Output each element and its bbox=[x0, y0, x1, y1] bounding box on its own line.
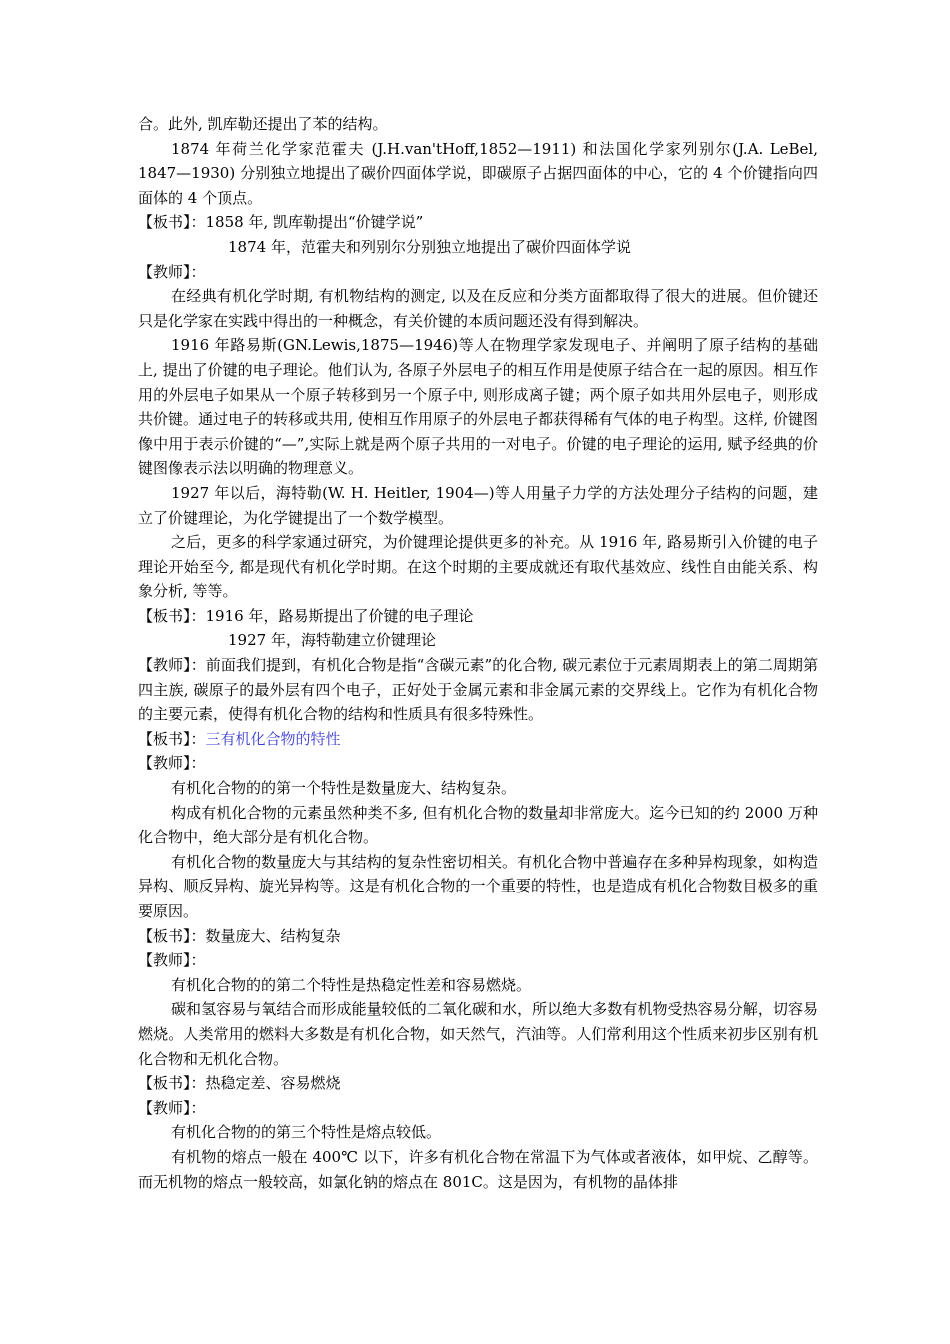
board-label: 【板书】： bbox=[138, 213, 206, 232]
board-text: 1916 年，路易斯提出了价键的电子理论 bbox=[205, 606, 474, 625]
board-note bbox=[138, 604, 818, 629]
board-label: 【板书】： bbox=[138, 926, 206, 945]
paragraph: 构成有机化合物的元素虽然种类不多, 但有机化合物的数量却非常庞大。迄今已知的约 2000 万种化合物中，绝大部分是有机化合物。 bbox=[138, 803, 818, 847]
paragraph: 1916 年路易斯(GN.Lewis,1875—1946)等人在物理学家发现电子、并阐明了原子结构的基础上, 提出了价键的电子理论。他们认为, 各原子外层电子的相互作用是使原子结合在一起的原因。相互作用的外层电子如果从一个原子转移到另一个原子中, 则形成离子键；两个原子如共用外层电子，则形成共价键。通过电子的转移或共用, 使相互作用原子的外层电子都获得稀有气体的电子构型。这样, 价键图像中用于表示价键的“—”,实际上就是两个原子共用的一对电子。价键的电子理论的运用, 赋予经典的价键图像表示法以明确的物理意义。 bbox=[138, 336, 818, 478]
teacher-note bbox=[138, 948, 818, 973]
teacher-label: 【教师】： bbox=[138, 656, 206, 675]
teacher-label: 【教师】： bbox=[138, 1098, 206, 1117]
teacher-note bbox=[138, 751, 818, 776]
paragraph: 有机化合物的的第三个特性是熔点较低。 bbox=[171, 1123, 442, 1142]
board-text: 1858 年, 凯库勒提出“价键学说” bbox=[205, 213, 424, 232]
board-note bbox=[138, 1071, 818, 1096]
paragraph: 有机化合物的的第一个特性是数量庞大、结构复杂。 bbox=[171, 779, 517, 798]
board-text: 数量庞大、结构复杂 bbox=[205, 926, 341, 945]
teacher-label: 【教师】： bbox=[138, 262, 206, 281]
paragraph: 1874 年荷兰化学家范霍夫 (J.H.van'tHoff,1852—1911) 和法国化学家列别尔(J.A. LeBel, 1847—1930) 分别独立地提出了碳价四面体学说，即碳原子占据四面体的中心，它的 4 个价键指向四面体的 4 个顶点。 bbox=[138, 139, 818, 207]
teacher-label: 【教师】： bbox=[138, 754, 206, 773]
board-label: 【板书】： bbox=[138, 606, 206, 625]
board-note-continued: 1874 年，范霍夫和列别尔分别独立地提出了碳价四面体学说 bbox=[228, 237, 631, 256]
teacher-text: 前面我们提到，有机化合物是指“含碳元素”的化合物, 碳元素位于元素周期表上的第二周期第四主族, 碳原子的最外层有四个电子，正好处于金属元素和非金属元素的交界线上。它作为有机化合物的主要元素，使得有机化合物的结构和性质具有很多特殊性。 bbox=[138, 656, 818, 724]
board-note-continued: 1927 年，海特勒建立价键理论 bbox=[228, 631, 436, 650]
paragraph: 合。此外, 凯库勒还提出了苯的结构。 bbox=[138, 115, 388, 133]
board-note bbox=[138, 727, 818, 752]
teacher-note bbox=[138, 1096, 818, 1121]
paragraph: 之后，更多的科学家通过研究，为价键理论提供更多的补充。从 1916 年, 路易斯引入价键的电子理论开始至今, 都是现代有机化学时期。在这个时期的主要成就还有取代基效应、线性自由能关系、构象分析, 等等。 bbox=[138, 533, 818, 601]
board-label: 【板书】： bbox=[138, 729, 206, 748]
board-note bbox=[138, 924, 818, 949]
board-label: 【板书】： bbox=[138, 1074, 206, 1093]
section-heading: 三有机化合物的特性 bbox=[205, 729, 341, 748]
paragraph: 碳和氢容易与氧结合而形成能量较低的二氧化碳和水，所以绝大多数有机物受热容易分解，切容易燃烧。人类常用的燃料大多数是有机化合物，如天然气，汽油等。人们常利用这个性质来初步区别有机化合物和无机化合物。 bbox=[138, 1000, 818, 1068]
board-text: 热稳定差、容易燃烧 bbox=[205, 1074, 341, 1093]
teacher-note bbox=[138, 260, 818, 285]
teacher-label: 【教师】： bbox=[138, 951, 206, 970]
board-note bbox=[138, 210, 818, 235]
teacher-note bbox=[138, 653, 818, 727]
paragraph: 有机化合物的数量庞大与其结构的复杂性密切相关。有机化合物中普遍存在多种异构现象，如构造异构、顺反异构、旋光异构等。这是有机化合物的一个重要的特性，也是造成有机化合物数目极多的重要原因。 bbox=[138, 852, 818, 920]
paragraph: 有机化合物的的第二个特性是热稳定性差和容易燃烧。 bbox=[171, 975, 532, 994]
paragraph: 1927 年以后，海特勒(W. H. Heitler, 1904—)等人用量子力学的方法处理分子结构的问题，建立了价键理论，为化学键提出了一个数学模型。 bbox=[138, 483, 818, 527]
paragraph: 在经典有机化学时期, 有机物结构的测定, 以及在反应和分类方面都取得了很大的进展。但价键还只是化学家在实践中得出的一种概念，有关价键的本质问题还没有得到解决。 bbox=[138, 287, 818, 330]
document-page bbox=[138, 112, 818, 1194]
paragraph: 有机物的熔点一般在 400℃ 以下，许多有机化合物在常温下为气体或者液体，如甲烷、乙醇等。而无机物的熔点一般较高，如氯化钠的熔点在 801C。这是因为，有机物的晶体排 bbox=[138, 1147, 818, 1191]
